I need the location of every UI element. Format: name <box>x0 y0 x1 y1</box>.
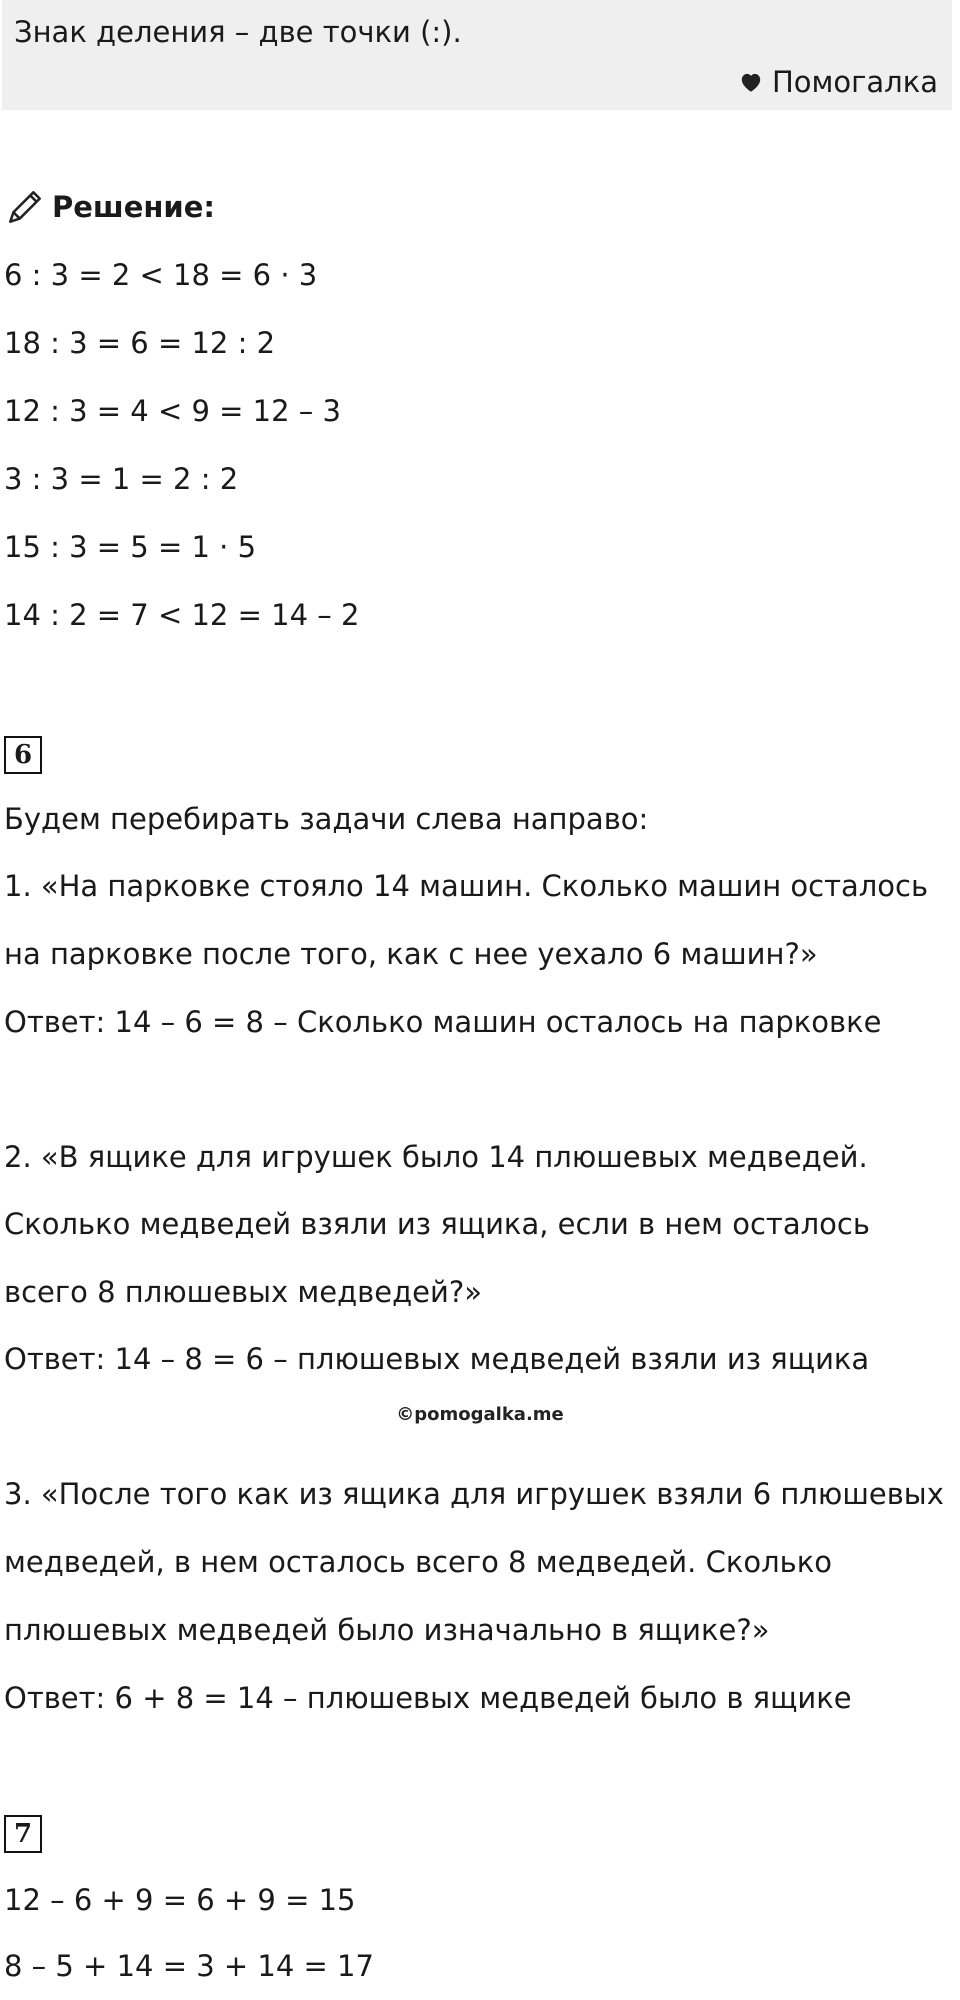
hint-box <box>2 0 952 110</box>
watermark: ©pomogalka.me <box>396 1404 564 1425</box>
task6-p3-line: 3. «После того как из ящика для игрушек взяли 6 плюшевых <box>4 1477 944 1511</box>
heart-icon <box>738 69 764 95</box>
brand-label <box>738 62 938 102</box>
task6-intro: Будем перебирать задачи слева направо: <box>4 802 649 836</box>
solution-line: 18 : 3 = 6 = 12 : 2 <box>4 326 276 360</box>
task6-p2-answer: Ответ: 14 – 8 = 6 – плюшевых медведей взяли из ящика <box>4 1342 870 1376</box>
task6-p1-line: 1. «На парковке стояло 14 машин. Сколько машин осталось <box>4 869 929 903</box>
solution-title: Решение: <box>52 190 216 224</box>
solution-line: 12 : 3 = 4 < 9 = 12 – 3 <box>4 394 341 428</box>
task7-line: 12 – 6 + 9 = 6 + 9 = 15 <box>4 1883 356 1917</box>
solution-line: 15 : 3 = 5 = 1 · 5 <box>4 530 257 564</box>
task6-p1-line: на парковке после того, как с нее уехало 6 машин?» <box>4 937 818 971</box>
brand-text: Помогалка <box>772 65 938 99</box>
task6-p2-line: всего 8 плюшевых медведей?» <box>4 1275 482 1309</box>
solution-line: 6 : 3 = 2 < 18 = 6 · 3 <box>4 258 318 292</box>
solution-header <box>4 186 215 228</box>
task-number-6: 6 <box>4 736 42 774</box>
task6-p3-line: плюшевых медведей было изначально в ящике?» <box>4 1613 770 1647</box>
task6-p3-line: медведей, в нем осталось всего 8 медведей. Сколько <box>4 1545 832 1579</box>
task6-p3-answer: Ответ: 6 + 8 = 14 – плюшевых медведей было в ящике <box>4 1681 852 1715</box>
solution-line: 14 : 2 = 7 < 12 = 14 – 2 <box>4 598 360 632</box>
task6-p2-line: 2. «В ящике для игрушек было 14 плюшевых медведей. <box>4 1140 868 1174</box>
hint-text: Знак деления – две точки (:). <box>14 15 462 49</box>
task-number-7: 7 <box>4 1815 42 1853</box>
task6-p1-answer: Ответ: 14 – 6 = 8 – Сколько машин осталось на парковке <box>4 1005 882 1039</box>
solution-line: 3 : 3 = 1 = 2 : 2 <box>4 462 239 496</box>
pencil-icon <box>4 186 46 228</box>
task6-p2-line: Сколько медведей взяли из ящика, если в нем осталось <box>4 1207 870 1241</box>
task7-line: 8 – 5 + 14 = 3 + 14 = 17 <box>4 1949 374 1983</box>
